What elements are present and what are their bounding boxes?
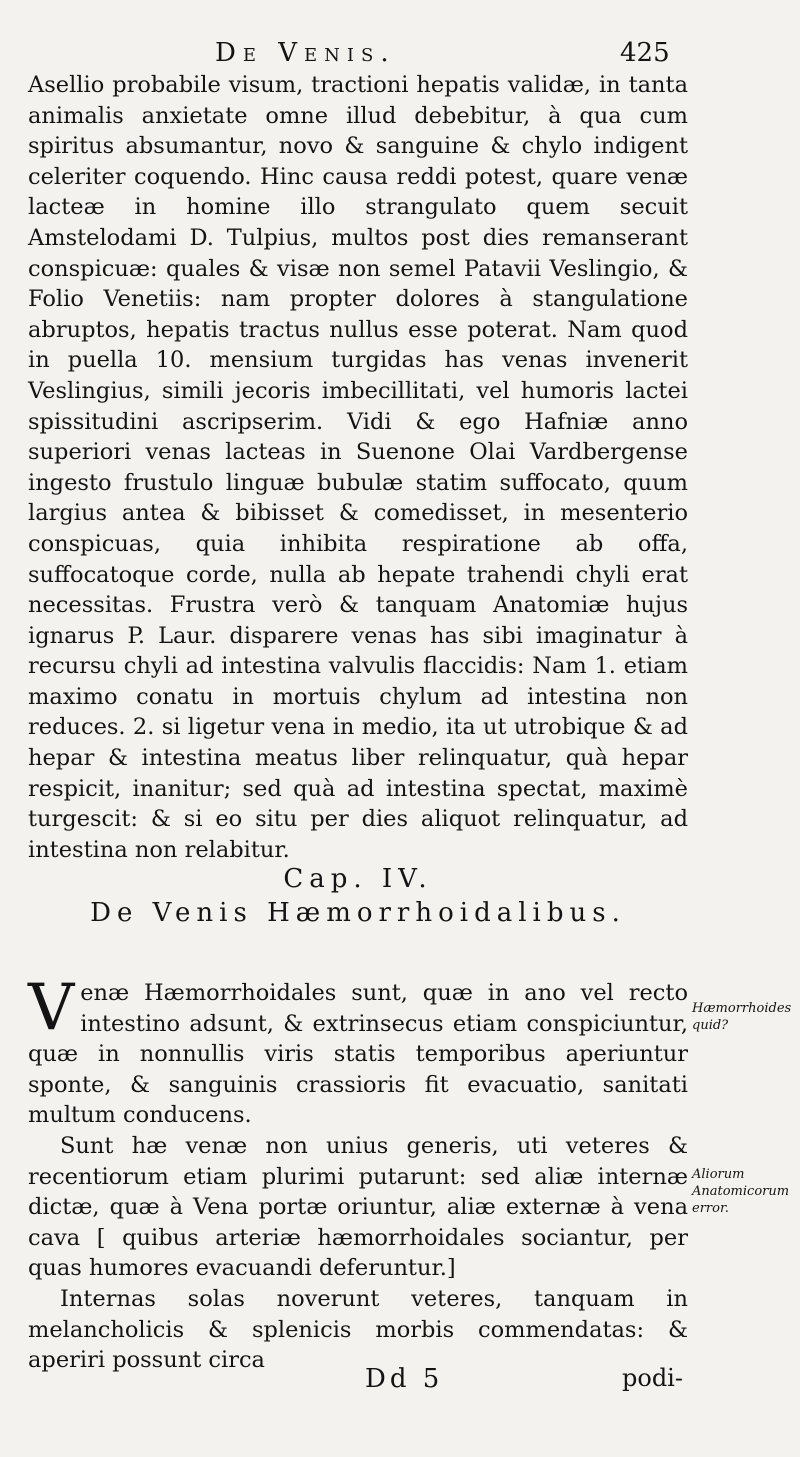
paragraph-third: Internas solas noverunt veteres, tanquam in melancholicis & splenicis morbis commendatas: & aperiri possunt circa bbox=[28, 1285, 688, 1374]
running-title: De Venis. bbox=[215, 38, 396, 68]
side-note-hemorrhoides: Hæmorrhoides quid? bbox=[692, 1001, 792, 1033]
chapter-heading-block bbox=[28, 862, 688, 930]
paragraph: Asellio probabile visum, tractioni hepatis validæ, in tanta animalis anxietate omne illud debebitur, à qua cum spiritus absumantur, novo & sanguine & chylo indigent celeriter coquendo. Hinc causa reddi potest, quare venæ lacteæ in homine illo strangulato quem secuit Amstelodami D. Tulpius, multos post dies remanserant conspicuæ: quales & visæ non semel Patavii Veslingio, & Folio Venetiis: nam propter dolores à stangulatione abruptos, hepatis tractus nullus esse poterat. Nam quod in puella 10. mensium turgidas has venas invenerit Veslingius, simili jecoris imbecillitati, vel humoris lactei spissitudini ascripserim. Vidi & ego Hafniæ anno superiori venas lacteas in Suenone Olai Vardbergense ingesto frustulo linguæ bubulæ statim suffocato, quum largius antea & bibisset & comedisset, in mesenterio conspicuas, quia inhibita respiratione ab offa, suffocatoque corde, nulla ab hepate trahendi chyli erat necessitas. Frustra verò & tanquam Anatomiæ hujus ignarus P. Laur. disparere venas has sibi imaginatur à recursu chyli ad intestina valvulis flaccidis: Nam 1. etiam maximo conatu in mortuis chylum ad intestina non reduces. 2. si ligetur vena in medio, ita ut utrobique & ad hepar & intestina meatus liber relinquatur, quà hepar respicit, inanitur; sed quà ad intestina spectat, maximè turgescit: & si eo situ per dies aliquot relinquatur, ad intestina non relabitur. bbox=[28, 72, 688, 863]
body-text-top bbox=[28, 70, 688, 865]
chapter-title: De Venis Hæmorrhoidalibus. bbox=[90, 898, 626, 928]
paragraph-first bbox=[28, 971, 688, 1131]
page-number: 425 bbox=[620, 38, 670, 68]
body-text-bottom bbox=[28, 971, 688, 1376]
page-footer bbox=[0, 1364, 800, 1400]
signature-mark: Dd 5 bbox=[365, 1364, 444, 1394]
chapter-number: Cap. IV. bbox=[283, 864, 433, 894]
paragraph-first-text: enæ Hæmorrhoidales sunt, quæ in ano vel recto intestino adsunt, & extrinsecus etiam conspiciuntur, quæ in nonnullis viris statis temporibus aperiuntur sponte, & sanguinis crassioris fit evacuatio, sanitati multum conducens. bbox=[28, 980, 688, 1129]
catchword: podi- bbox=[622, 1364, 683, 1392]
paragraph-second: Sunt hæ venæ non unius generis, uti veteres & recentiorum etiam plurimi putarunt: sed aliæ internæ dictæ, quæ à Vena portæ oriuntur, aliæ externæ à vena cava [ quibus arteriæ hæmorrhoidales sociantur, per quas humores evacuandi deferuntur.] bbox=[28, 1132, 688, 1282]
drop-capital: V bbox=[28, 971, 75, 1045]
side-note-error: Aliorum Anatomicorum error. bbox=[692, 1167, 790, 1216]
